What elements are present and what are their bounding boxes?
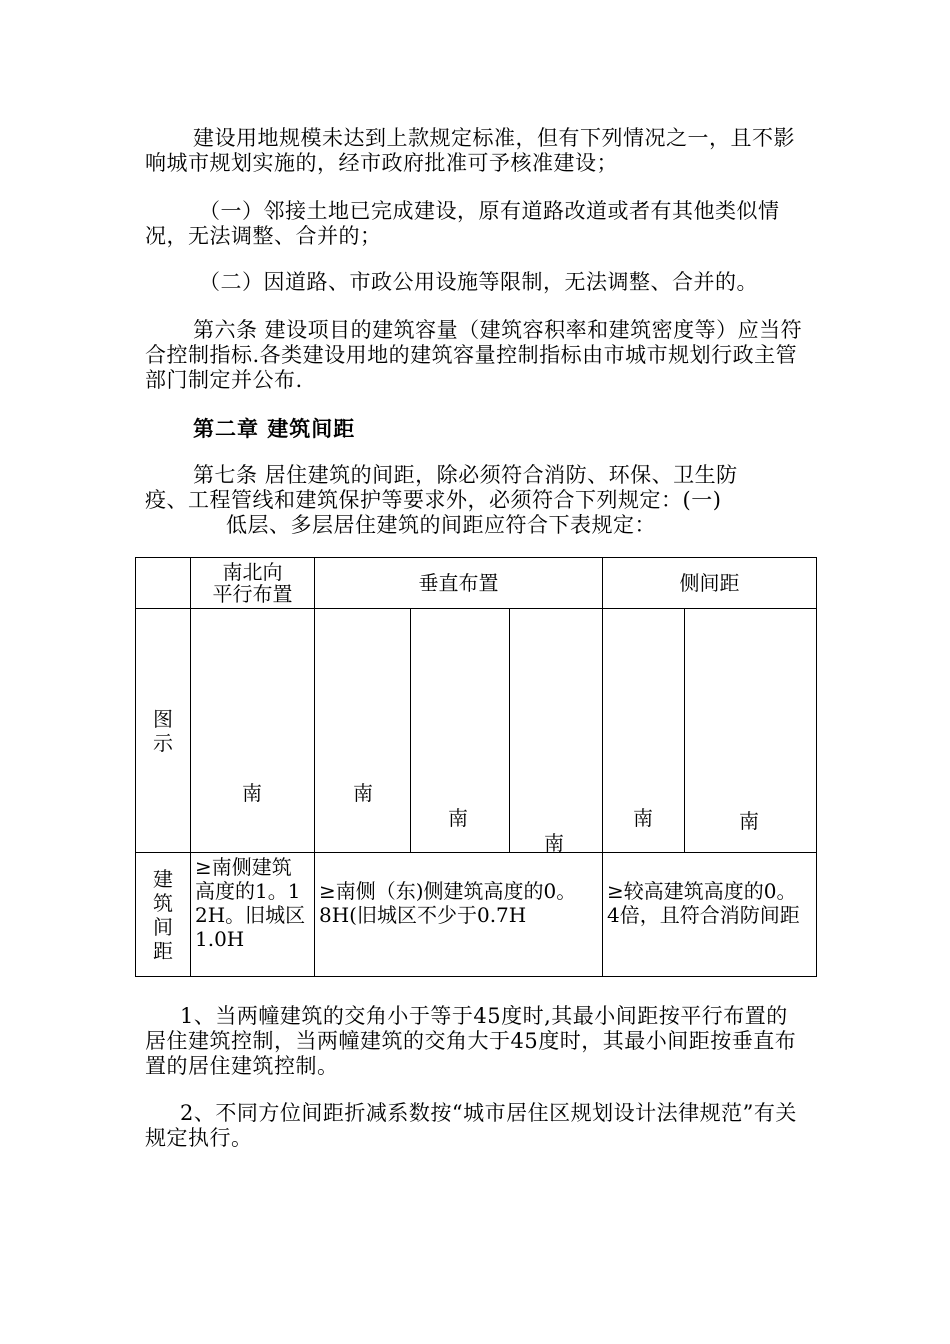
- paragraph-site-scale: 建设用地规模未达到上款规定标准，但有下列情况之一，且不影响城市规划实施的，经市政府批准可予核准建设；: [145, 126, 795, 175]
- south-label: 南: [448, 806, 468, 830]
- row-label-spacing: [136, 853, 191, 977]
- paragraph-item-two: （二）因道路、市政公用设施等限制，无法调整、合并的。: [199, 270, 758, 294]
- header-parallel: [191, 558, 315, 609]
- rule-side-spacing: ≥较高建筑高度的0。4倍，且符合消防间距: [603, 853, 817, 977]
- row-label-diagram: [136, 609, 191, 853]
- table-diagram-row: [136, 609, 817, 853]
- paragraph-item-one: （一）邻接土地已完成建设，原有道路改道或者有其他类似情况，无法调整、合并的；: [145, 199, 780, 248]
- article-seven-line-2: 疫、工程管线和建筑保护等要求外，必须符合下列规定：(一): [145, 488, 722, 512]
- south-label: 南: [739, 809, 759, 833]
- south-label: 南: [544, 831, 564, 855]
- row-label-diagram-text: 图示: [153, 706, 173, 755]
- chapter-heading: 第二章 建筑间距: [193, 417, 356, 441]
- south-label: 南: [242, 781, 262, 805]
- diagram-vertical-3: [510, 609, 603, 853]
- note-reduction-factor: 2、不同方位间距折减系数按“城市居住区规划设计法律规范”有关规定执行。: [145, 1101, 797, 1150]
- paragraph-article-six: 第六条 建设项目的建筑容量（建筑容积率和建筑密度等）应当符合控制指标.各类建设用地的建筑容量控制指标由市城市规划行政主管部门制定并公布.: [145, 318, 803, 392]
- table-spacing-row: [136, 853, 817, 977]
- diagram-vertical-2: [411, 609, 510, 853]
- note-angle-rule: 1、当两幢建筑的交角小于等于45度时,其最小间距按平行布置的居住建筑控制，当两幢建筑的交角大于45度时，其最小间距按垂直布置的居住建筑控制。: [145, 1004, 797, 1078]
- table-corner-cell: [136, 558, 191, 609]
- south-label: 南: [353, 781, 373, 805]
- diagram-side-2: [685, 609, 817, 853]
- header-side-spacing: 侧间距: [603, 558, 817, 609]
- row-label-spacing-text: 建筑间距: [153, 866, 173, 963]
- diagram-parallel: [191, 609, 315, 853]
- spacing-table: [135, 557, 817, 977]
- rule-vertical: ≥南侧（东)侧建筑高度的0。8H(旧城区不少于0.7H: [315, 853, 603, 977]
- table-header-row: [136, 558, 817, 609]
- article-seven-line-1: 第七条 居住建筑的间距，除必须符合消防、环保、卫生防: [193, 463, 738, 487]
- header-vertical: 垂直布置: [315, 558, 603, 609]
- header-parallel-line-2: 平行布置: [212, 582, 293, 606]
- header-parallel-line-1: 南北向: [222, 560, 283, 584]
- article-seven-line-3: 低层、多层居住建筑的间距应符合下表规定：: [226, 513, 656, 537]
- diagram-side-1: [603, 609, 685, 853]
- south-label: 南: [633, 806, 653, 830]
- diagram-vertical-1: [315, 609, 411, 853]
- rule-parallel: ≥南侧建筑高度的1。12H。旧城区1.0H: [191, 853, 315, 977]
